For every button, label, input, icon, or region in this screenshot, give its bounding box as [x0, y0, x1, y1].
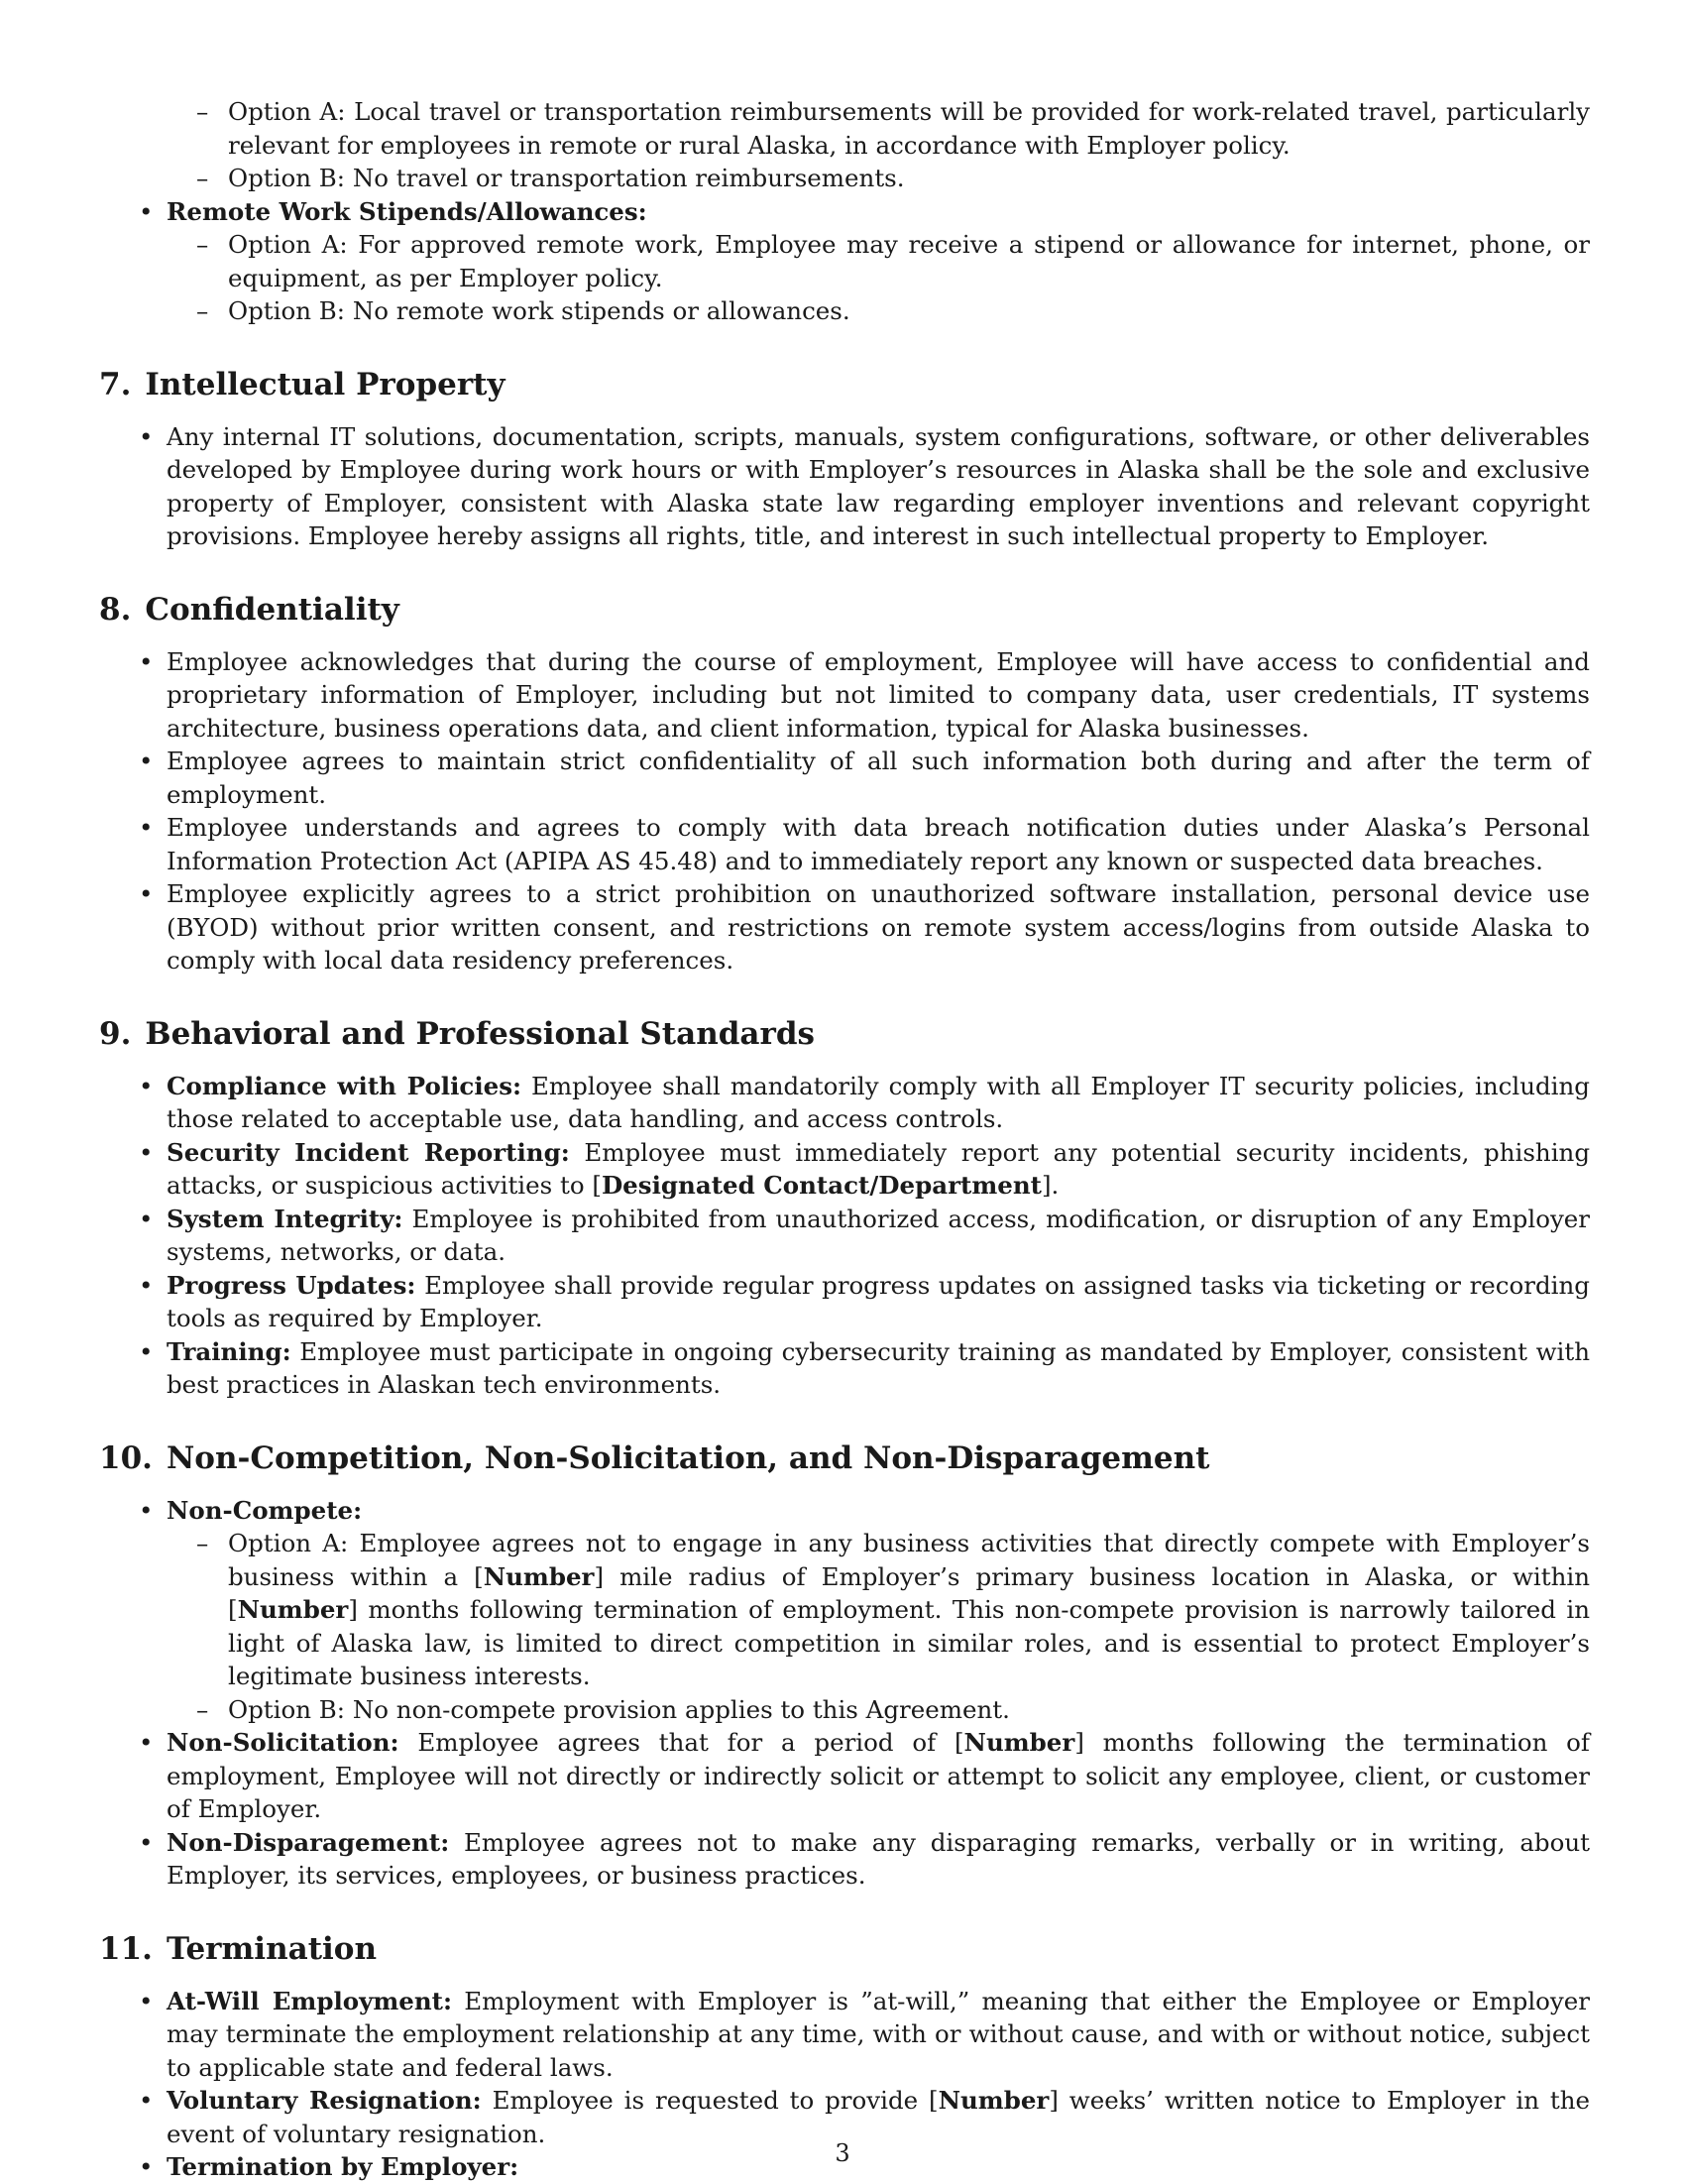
section-11-heading: [99, 1929, 1590, 1969]
confidentiality-item-1: • Employee acknowledges that during the course of employment, Employee will have access to confidential and proprietary information of Employer, including but not limited to company data, user credentials, IT systems architecture, business operations data, and client information, typical for Alaska businesses.: [167, 645, 1590, 746]
confidentiality-item-3: • Employee understands and agrees to comply with data breach notification duties under Alaska’s Personal Information Protection Act (APIPA AS 45.48) and to immediately report any known or suspected data breaches.: [167, 811, 1590, 877]
confidentiality-item-4: • Employee explicitly agrees to a strict prohibition on unauthorized software installation, personal device use (BYOD) without prior written consent, and restrictions on remote system access/logins from outside Alaska to comply with local data residency preferences.: [167, 877, 1590, 977]
compliance-text: Employee shall mandatorily comply with all Employer IT security policies, including those related to acceptable use, data handling, and access controls.: [167, 1071, 1590, 1133]
training-item: [167, 1335, 1590, 1402]
section-7-heading: [99, 365, 1590, 404]
atwill-label: At-Will Employment:: [167, 1986, 453, 2015]
travel-option-b: – Option B: No travel or transportation reimbursements.: [228, 162, 1590, 195]
integrity-text: Employee is prohibited from unauthorized access, modification, or disruption of any Employer systems, networks, or data.: [167, 1204, 1591, 1266]
progress-text: Employee shall provide regular progress updates on assigned tasks via ticketing or recording tools as required by Employer.: [167, 1270, 1590, 1332]
atwill-text: Employment with Employer is ”at-will,” meaning that either the Employee or Employer may terminate the employment relationship at any time, with or without cause, and with or without notice, subject to applicable state and federal laws.: [167, 1986, 1590, 2082]
section-10-heading: [99, 1438, 1590, 1478]
section-10-list: [99, 1494, 1590, 1893]
travel-options-list: [99, 95, 1590, 195]
remote-option-a: – Option A: For approved remote work, Employee may receive a stipend or allowance for internet, phone, or equipment, as per Employer policy.: [228, 228, 1590, 294]
section-9-heading: [99, 1014, 1590, 1054]
nondisparagement-item: [167, 1826, 1590, 1893]
section-7-list: [99, 420, 1590, 553]
page-number: 3: [835, 2139, 850, 2167]
progress-label: Progress Updates:: [167, 1270, 416, 1300]
nonsolicit-text-1: Employee agrees that for a period of [: [398, 1728, 964, 1757]
remote-work-item: [167, 195, 1590, 328]
noncompete-options-list: [167, 1527, 1590, 1726]
section-9-number: 9.: [99, 1015, 132, 1052]
byemployer-label: Termination by Employer:: [167, 2152, 519, 2181]
noncompete-item: [167, 1494, 1590, 1727]
noncompete-option-a-text-1: Option A: Employee agrees not to engage in any business activities that directly compete with Employer’s business within a [: [228, 1529, 1590, 1591]
section-8-list: [99, 645, 1590, 977]
confidentiality-item-2: • Employee agrees to maintain strict confidentiality of all such information both during and after the term of employment.: [167, 745, 1590, 811]
section-8-number: 8.: [99, 591, 132, 628]
section-8-title: Confidentiality: [145, 591, 399, 628]
incident-item: [167, 1136, 1590, 1203]
section-9-list: [99, 1070, 1590, 1402]
section-9-title: Behavioral and Professional Standards: [145, 1015, 815, 1052]
incident-end: ].: [1042, 1171, 1060, 1200]
section-11-number: 11.: [99, 1930, 153, 1967]
compliance-label: Compliance with Policies:: [167, 1071, 522, 1100]
section-8-heading: [99, 590, 1590, 630]
remote-work-label: Remote Work Stipends/Allowances:: [167, 196, 647, 226]
noncompete-option-a: [228, 1527, 1590, 1693]
voluntary-label: Voluntary Resignation:: [167, 2086, 482, 2115]
nonsolicit-text-2: ] months following the termination of employment, Employee will not directly or indirectly solicit or attempt to solicit any employee, client, or customer of Employer.: [167, 1728, 1590, 1823]
voluntary-text-2: ] weeks’ written notice to Employer in the event of voluntary resignation.: [167, 2086, 1590, 2148]
progress-item: [167, 1269, 1590, 1335]
section-11-title: Termination: [166, 1930, 378, 1967]
training-label: Training:: [167, 1336, 291, 1366]
remote-options-list: [167, 228, 1590, 328]
integrity-item: [167, 1203, 1590, 1269]
nonsolicit-item: [167, 1726, 1590, 1826]
ip-item: • Any internal IT solutions, documentation, scripts, manuals, system configurations, software, or other deliverables developed by Employee during work hours or with Employer’s resources in Alaska shall be the sole and exclusive property of Employer, consistent with Alaska state law regarding employer inventions and relevant copyright provisions. Employee hereby assigns all rights, title, and interest in such intellectual property to Employer.: [167, 420, 1590, 553]
remote-work-list: [99, 195, 1590, 328]
nondisparagement-text: Employee agrees not to make any disparaging remarks, verbally or in writing, about Employer, its services, employees, or business practices.: [167, 1827, 1590, 1890]
section-7-number: 7.: [99, 366, 132, 402]
section-10-number: 10.: [99, 1439, 153, 1476]
nonsolicit-placeholder: Number: [963, 1728, 1075, 1757]
atwill-item: [167, 1985, 1590, 2085]
nonsolicit-label: Non-Solicitation:: [167, 1728, 399, 1757]
compliance-item: [167, 1070, 1590, 1136]
noncompete-label: Non-Compete:: [167, 1495, 363, 1525]
remote-option-b: – Option B: No remote work stipends or allowances.: [228, 294, 1590, 328]
nondisparagement-label: Non-Disparagement:: [167, 1827, 450, 1857]
noncompete-option-b: – Option B: No non-compete provision applies to this Agreement.: [228, 1693, 1590, 1727]
section-10-title: Non-Competition, Non-Solicitation, and Non-Disparagement: [166, 1439, 1210, 1476]
voluntary-placeholder: Number: [938, 2086, 1050, 2115]
incident-placeholder: Designated Contact/Department: [601, 1171, 1042, 1200]
incident-text: Employee must immediately report any potential security incidents, phishing attacks, or suspicious activities to [: [167, 1137, 1590, 1200]
noncompete-option-a-text-2: ] mile radius of Employer’s primary business location in Alaska, or within [: [228, 1561, 1590, 1624]
mile-radius-placeholder: Number: [483, 1561, 595, 1591]
incident-label: Security Incident Reporting:: [167, 1137, 570, 1167]
integrity-label: System Integrity:: [167, 1204, 403, 1233]
section-7-title: Intellectual Property: [145, 366, 506, 402]
months-placeholder: Number: [237, 1595, 349, 1624]
voluntary-text-1: Employee is requested to provide [: [481, 2086, 939, 2115]
travel-option-a: – Option A: Local travel or transportation reimbursements will be provided for work-related travel, particularly relevant for employees in remote or rural Alaska, in accordance with Employer policy.: [228, 95, 1590, 162]
training-text: Employee must participate in ongoing cybersecurity training as mandated by Employer, consistent with best practices in Alaskan tech environments.: [167, 1336, 1590, 1399]
noncompete-option-a-text-3: ] months following termination of employment. This non-compete provision is narrowly tailored in light of Alaska law, is limited to direct competition in similar roles, and is essential to protect Employer’s legitimate business interests.: [228, 1595, 1590, 1690]
